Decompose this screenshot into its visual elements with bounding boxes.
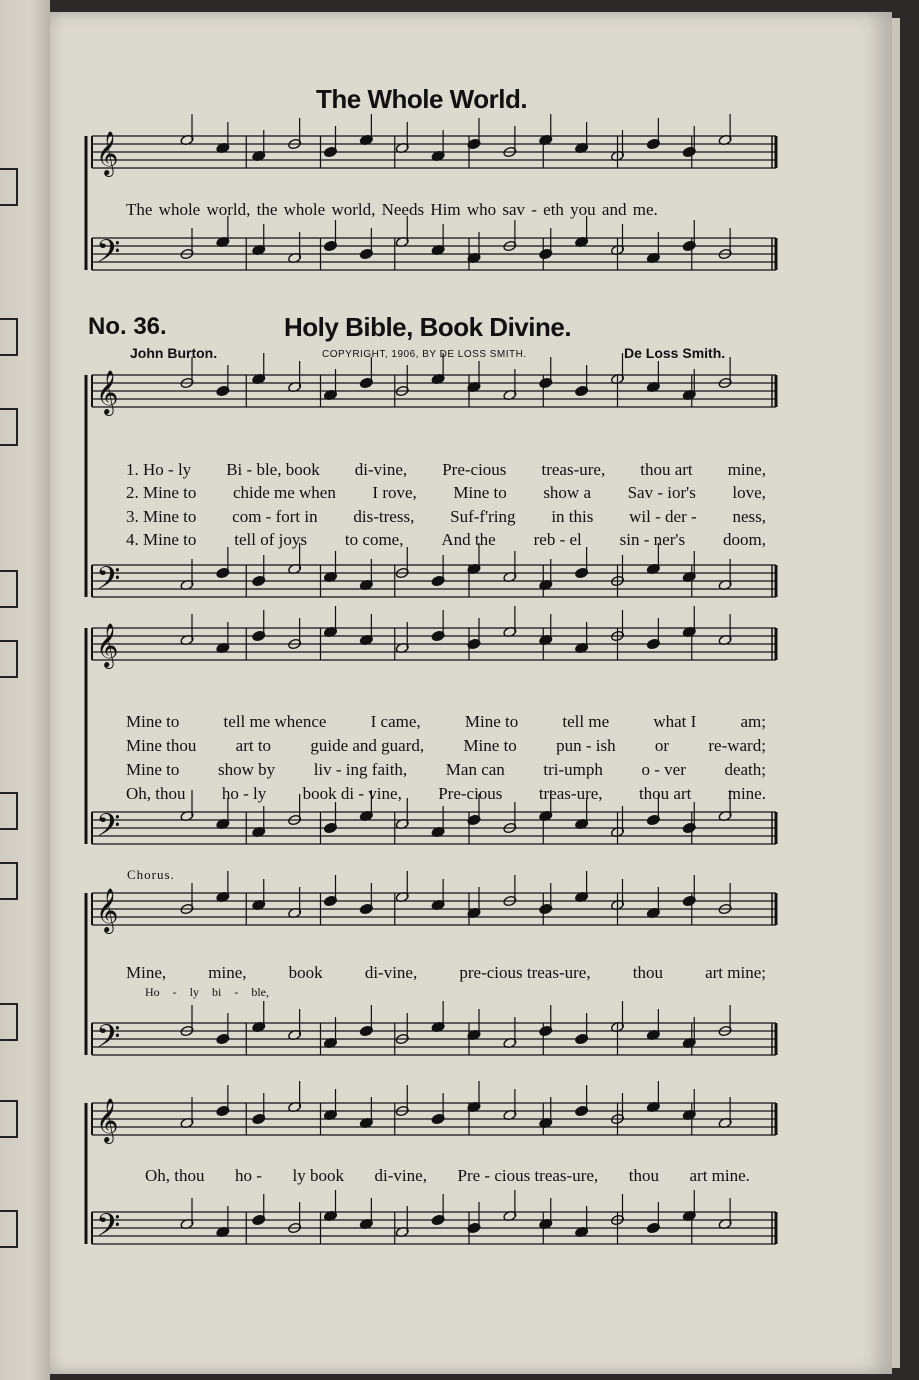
song-title-whole-world: The Whole World. [316,84,528,114]
verse-2-line-1: 2. Mine to chide me when I rove, Mine to show a Sav - ior's love, [126,483,766,502]
verse-3-line-2: Mine to show by liv - ing faith, Man can tri-umph o - ver death; [126,760,766,779]
chorus-line-1: Mine, mine, book di-vine, pre-cious treas-ure, thou art mine; [126,963,766,982]
svg-text:𝄢: 𝄢 [96,1018,121,1062]
svg-text:𝄢: 𝄢 [96,233,121,277]
song1-lyric-line: The whole world, the whole world, Needs Him who sav - eth you and me. [126,200,658,219]
copyright-notice: COPYRIGHT, 1906, BY DE LOSS SMITH. [322,349,527,360]
verse-4-line-1: 4. Mine to tell of joys to come, And the reb - el sin - ner's doom, [126,530,766,549]
verse-2-line-2: Mine thou art to guide and guard, Mine to pun - ish or re-ward; [126,736,766,755]
composer-credit: De Loss Smith. [624,345,726,361]
svg-text:𝄞: 𝄞 [96,131,119,175]
verse-1-line-1: 1. Ho - ly Bi - ble, book di-vine, Pre-cious treas-ure, thou art mine, [126,460,766,479]
verse-1-line-2: Mine to tell me whence I came, Mine to tell me what I am; [126,712,766,731]
verse-4-line-2: Oh, thou ho - ly book di - vine, Pre-cious treas-ure, thou art mine. [126,784,766,803]
svg-text:𝄞: 𝄞 [96,623,119,667]
chorus-alto-echo: Ho - ly bi - ble, [145,985,269,999]
svg-text:𝄞: 𝄞 [96,370,119,414]
svg-text:𝄞: 𝄞 [96,1098,119,1142]
chorus-line-2: Oh, thou ho - ly book di-vine, Pre - cious treas-ure, thou art mine. [145,1166,750,1185]
chorus-label: Chorus. [127,867,175,882]
verse-3-line-1: 3. Mine to com - fort in dis-tress, Suf-f'ring in this wil - der - ness, [126,507,766,526]
svg-text:𝄢: 𝄢 [96,560,121,604]
svg-text:𝄢: 𝄢 [96,1207,121,1251]
svg-text:𝄞: 𝄞 [96,888,119,932]
song-title-holy-bible: Holy Bible, Book Divine. [284,312,572,342]
svg-text:𝄢: 𝄢 [96,807,121,851]
hymn-number: No. 36. [88,313,167,340]
lyricist-credit: John Burton. [130,345,218,361]
